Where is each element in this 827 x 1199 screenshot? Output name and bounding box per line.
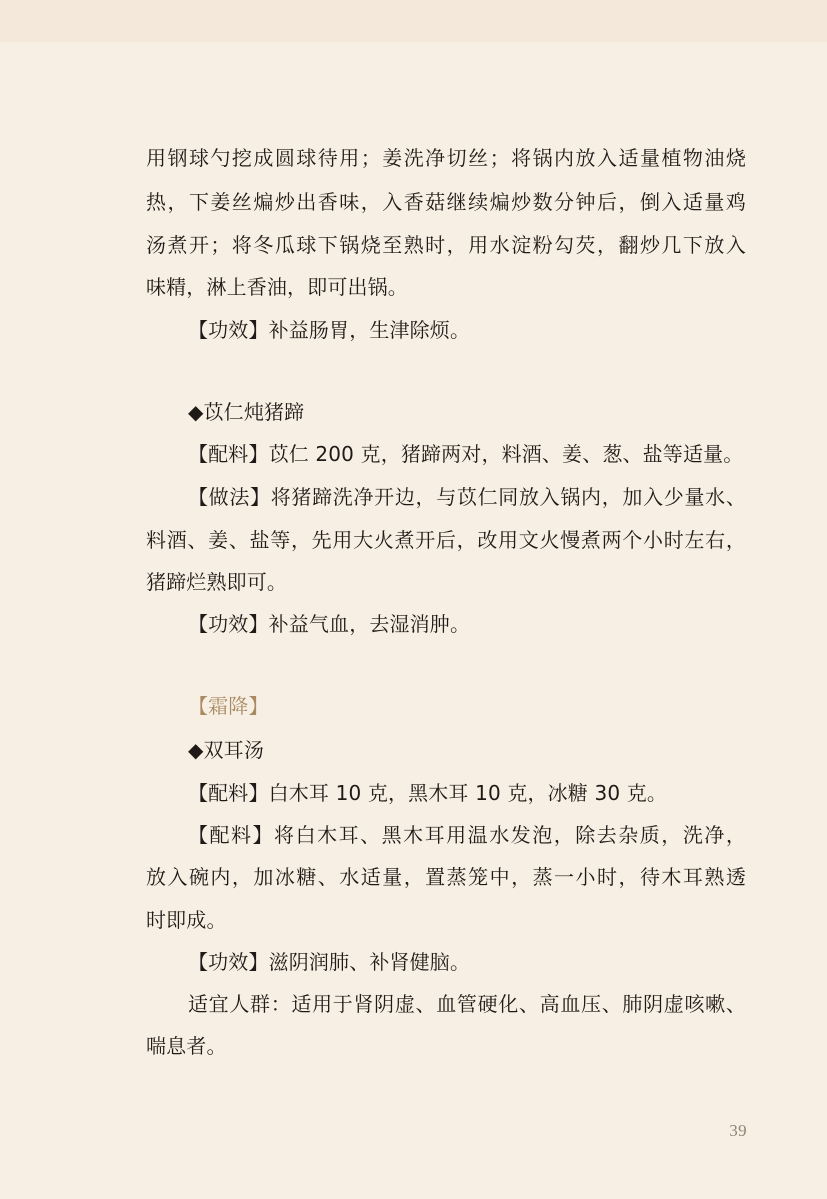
- recipe-2-ingredients: [188, 779, 746, 807]
- recipe-2-ingredients-label: 【配料】: [188, 781, 269, 805]
- recipe-2-method-line-3: 时即成。: [146, 908, 227, 932]
- recipe-2-effect-text: 滋阴润肺、补肾健脑。: [268, 950, 471, 974]
- recipe-1-method-line-3: 猪蹄烂熟即可。: [146, 570, 288, 594]
- recipe-2-method-line-2: 放入碗内，加冰糖、水适量，置蒸笼中，蒸一小时，待木耳熟透: [146, 865, 746, 889]
- recipe-1-effect-text: 补益气血，去湿消肿。: [268, 612, 471, 636]
- page-number: 39: [729, 1121, 747, 1140]
- recipe-1-ingredients: [188, 440, 746, 468]
- recipe-2-method-line-1: 【配料】将白木耳、黑木耳用温水发泡，除去杂质，洗净，: [188, 823, 746, 847]
- recipe-1-effect-label: 【功效】: [188, 612, 269, 636]
- recipe-1-method-line-2: 料酒、姜、盐等，先用大火煮开后，改用文火慢煮两个小时左右，: [146, 528, 746, 552]
- recipe-1-ingredients-label: 【配料】: [188, 442, 269, 466]
- section-heading-frost-descent: 【霜降】: [188, 694, 269, 718]
- body-line-3: 汤煮开；将冬瓜球下锅烧至熟时，用水淀粉勾芡，翻炒几下放入: [146, 233, 746, 257]
- recipe-1-effect: [188, 610, 746, 638]
- body-line-4: 味精，淋上香油，即可出锅。: [146, 275, 408, 299]
- body-line-1: 用钢球勺挖成圆球待用；姜洗净切丝；将锅内放入适量植物油烧: [146, 146, 746, 170]
- recipe-2-effect-label: 【功效】: [188, 950, 269, 974]
- recipe-2-title: ◆双耳汤: [188, 738, 264, 762]
- book-page: [146, 0, 746, 1199]
- intro-effect-text: 补益肠胃，生津除烦。: [268, 318, 471, 342]
- recipe-2-effect: [188, 948, 746, 976]
- recipe-1-method-line-1: 【做法】将猪蹄洗净开边，与苡仁同放入锅内，加入少量水、: [188, 485, 746, 509]
- intro-effect: [188, 316, 746, 344]
- recipe-2-ingredients-text: 白木耳 10 克，黑木耳 10 克，冰糖 30 克。: [268, 781, 668, 805]
- suitable-people-line-2: 喘息者。: [146, 1034, 227, 1058]
- intro-effect-label: 【功效】: [188, 318, 269, 342]
- suitable-people-line-1: 适宜人群：适用于肾阴虚、血管硬化、高血压、肺阴虚咳嗽、: [188, 992, 746, 1016]
- recipe-1-title: ◆苡仁炖猪蹄: [188, 400, 305, 424]
- body-line-2: 热，下姜丝煸炒出香味，入香菇继续煸炒数分钟后，倒入适量鸡: [146, 190, 746, 214]
- recipe-1-ingredients-text: 苡仁 200 克，猪蹄两对，料酒、姜、葱、盐等适量。: [268, 442, 744, 466]
